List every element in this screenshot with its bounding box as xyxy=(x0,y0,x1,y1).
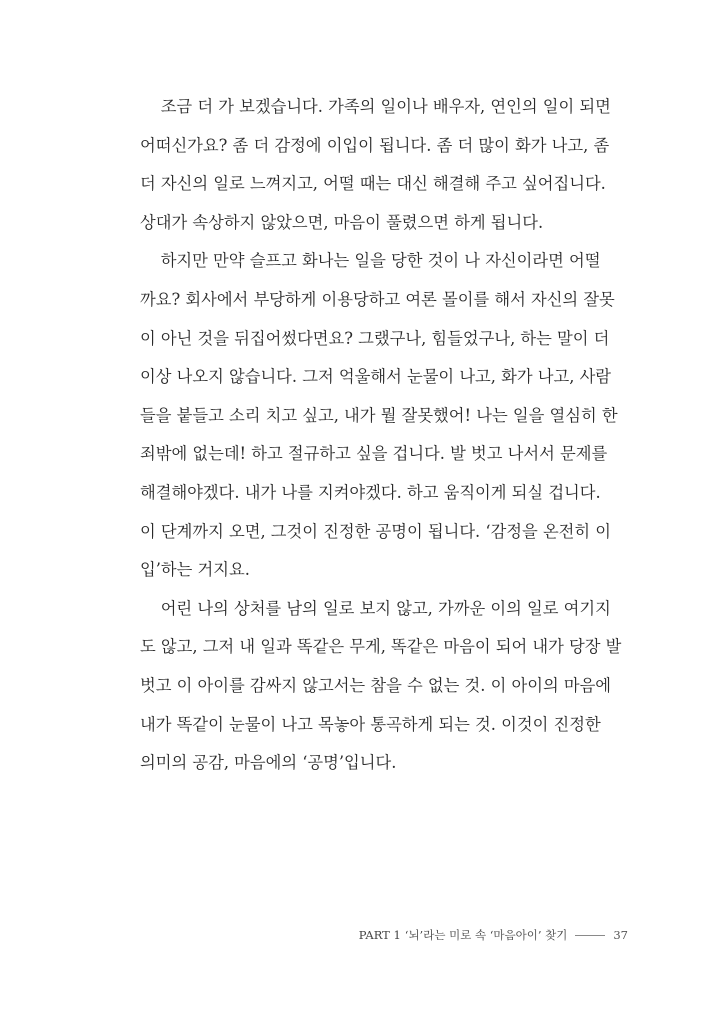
text-line: 입’하는 거지요. xyxy=(140,560,250,580)
text-line: 조금 더 가 보겠습니다. 가족의 일이나 배우자, 연인의 일이 되면 xyxy=(140,97,611,116)
text-line: 도 않고, 그저 내 일과 똑같은 무게, 똑같은 마음이 되어 내가 당장 발 xyxy=(140,637,622,657)
text-line: 이 아닌 것을 뒤집어썼다면요? 그랬구나, 힘들었구나, 하는 말이 더 xyxy=(140,328,610,348)
text-line: 벗고 이 아이를 감싸지 않고서는 참을 수 없는 것. 이 아이의 마음에 xyxy=(140,675,612,695)
text-line: 내가 똑같이 눈물이 나고 목놓아 통곡하게 되는 것. 이것이 진정한 xyxy=(140,714,601,734)
text-line: 이 단계까지 오면, 그것이 진정한 공명이 됩니다. ‘감정을 온전히 이 xyxy=(140,521,612,541)
footer-part-label: PART 1 xyxy=(358,928,401,942)
text-line: 까요? 회사에서 부당하게 이용당하고 여론 몰이를 해서 자신의 잘못 xyxy=(140,289,615,309)
body-text xyxy=(140,92,628,787)
footer-chapter-title: ‘뇌’라는 미로 속 ‘마음아이’ 찾기 xyxy=(404,928,568,942)
text-line: 해결해야겠다. 내가 나를 지켜야겠다. 하고 움직이게 되실 겁니다. xyxy=(140,482,601,502)
page-footer xyxy=(359,925,628,945)
text-line: 의미의 공감, 마음에의 ‘공명’입니다. xyxy=(140,753,397,773)
page-number: 37 xyxy=(613,928,628,942)
text-line: 어떠신가요? 좀 더 감정에 이입이 됩니다. 좀 더 많이 화가 나고, 좀 xyxy=(140,135,610,155)
text-line: 더 자신의 일로 느껴지고, 어떨 때는 대신 해결해 주고 싶어집니다. xyxy=(140,174,606,194)
text-line: 하지만 만약 슬프고 화나는 일을 당한 것이 나 자신이라면 어떨 xyxy=(140,251,601,271)
text-line: 들을 붙들고 소리 치고 싶고, 내가 뭘 잘못했어! 나는 일을 열심히 한 xyxy=(140,405,618,425)
footer-divider xyxy=(575,935,605,936)
text-line: 죄밖에 없는데! 하고 절규하고 싶을 겁니다. 발 벗고 나서서 문제를 xyxy=(140,444,608,464)
text-line: 상대가 속상하지 않았으면, 마음이 풀렸으면 하게 됩니다. xyxy=(140,212,544,232)
text-line: 어린 나의 상처를 남의 일로 보지 않고, 가까운 이의 일로 여기지 xyxy=(140,598,611,618)
text-line: 이상 나오지 않습니다. 그저 억울해서 눈물이 나고, 화가 나고, 사람 xyxy=(140,367,612,387)
